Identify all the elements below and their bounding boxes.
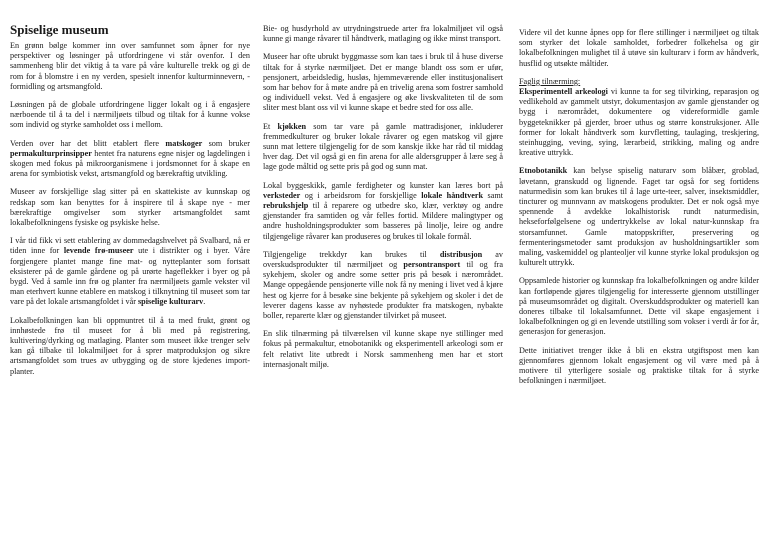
text-run: ute i distrikter og i byer. Våre forgjengere plantet mange fine mat- og nytteplanter som fortsatt eksisterer på de gamle gårdene og på urørte hageflekker i byer og på bygd. Ved å samle inn frø og planter fra nærmiljøets gamle vekster vil man eterhvert kunne etablere en matskog i tilknytning til museet som tar vare på det lokale artsmangfoldet i vår: [10, 246, 250, 307]
column-1: [10, 22, 250, 385]
bold-term: kjøkken: [277, 121, 307, 131]
paragraph: Oppsamlede historier og kunnskap fra lokalbefolkningen og andre kilder kan fortløpende gjøres tilgjengelig for interesserte gjennom utstillinger på museumsområdet og digitalt. Overskuddsprodukter og materiell kan doneres tilbake til lokalsamfunnet. Dette vil skape engasjement i lokalbefolkningen og gi en levende utstilling som vokser i verdi år for år, generasjon for generasjon.: [519, 276, 759, 337]
column-2: [263, 24, 503, 378]
text-run: vi kunne ta for seg tilvirking, reparasjon og vedlikehold av gammelt utstyr, dokumentasjon av gamle gjenstander og bygg i nærområdet, dokumentere og videreformidle gamle byggeteknikker på gjerder, broer uthus og større konstruksjoner. Alle former for lokalt håndtverk som kurvfletting, taulaging, treskjering, steinhugging, veving, sying, lærarbeid, strikking, maling og andre kreative uttrykk.: [519, 87, 759, 158]
bold-term: matskoger: [165, 138, 203, 148]
paragraph: Videre vil det kunne åpnes opp for flere stillinger i nærmiljøet og tiltak som styrker det lokale samholdet, forbedrer folkehelsa og gir lokalbefolkningen mulighet til å utøve sin kulturarv i form av håndverk, husflid og utsøkte måltider.: [519, 28, 759, 68]
paragraph: Museer har ofte ubrukt byggmasse som kan taes i bruk til å huse diverse tiltak for å styrke nærmiljøet. Det er mange blandt oss som er ufør, pensjonert, arbeidsledig, husløs, hjemmeværende eller institusjonalisert som har behov for å møte andre på en trivelig arena som fostrer samhold og individuell vekst. Ved å engasjere og øke livskvaliteten til de som sliter mest blant oss vil vi kunne skape et bedre sted for oss alle.: [263, 52, 503, 113]
text-run: Lokal byggeskikk, gamle ferdigheter og kunster kan læres bort på: [263, 180, 503, 190]
text-run: samt: [483, 190, 503, 200]
paragraph: En grønn bølge kommer inn over samfunnet som åpner for nye perspektiver og løsninger på utfordringene vi står ovenfor. I den sammenheng blir det viktig å ta vare på våre kulturelle trekk og gi de rom for å blomstre i en ny verden, spesielt innenfor kulturminnevern, -formidling og artsmangfold.: [10, 41, 250, 91]
paragraph: [263, 181, 503, 242]
text-run: av overskudsprodukter til nærmiljøet og: [263, 249, 503, 270]
bold-term: verksteder: [263, 190, 301, 200]
text-run: Et: [263, 121, 278, 131]
document-title: Spiselige museum: [10, 22, 109, 37]
bold-term: levende frø-museer: [63, 246, 134, 256]
bold-term: rebrukshjelp: [263, 201, 309, 211]
bold-term: spiselige kulturarv: [138, 297, 204, 307]
text-run: I vår tid fikk vi sett etablering av dommedagshvelvet på Svalbard, nå er tiden inne for: [10, 236, 250, 256]
paragraph: En slik tilnærming på tilværelsen vil kunne skape nye stillinger med fokus på permakultur, etnobotanikk og eksperimentell arkeologi som er felt relativt lite utbredt i Norsk sammenheng men har et stort internasjonalt miljø.: [263, 329, 503, 369]
paragraph: Lokalbefolkningen kan bli oppmuntret til å ta med frukt, grønt og innhøstede frø til museet for å bli med på registrering, kultivering/dyrking og matlaging. Planter som museet ikke trenger selv kan gå tilbake til lokalmiljøet for å sprer matproduksjon og sikre artsmangfoldet som trues av utbygging og de store kjedenes import-planter.: [10, 315, 250, 376]
paragraph: [10, 139, 250, 180]
bold-term: Etnobotanikk: [519, 166, 568, 176]
text-run: Verden over har det blitt etablert flere: [10, 138, 166, 148]
text-run: Tilgjengelige trekkdyr kan brukes til: [263, 249, 440, 259]
bold-term: permakulturprinsipper: [10, 148, 92, 158]
paragraph: [519, 87, 759, 158]
text-run: som tar vare på gamle mattradisjoner, inkluderer fremmedkulturer og bruker lokale råvarer og egen matskog vil gjøre sunn mat lettere tilgjengelig for de som kanskje ikke har råd til middag hver dag. Det vil også gi en fin arena for alle aldersgrupper å lære seg å lage gode måltid og sette pris på god og sunn mat.: [263, 121, 503, 172]
text-run: .: [203, 297, 206, 307]
bold-term: distribusjon: [439, 249, 483, 259]
paragraph: [519, 77, 759, 87]
paragraph: [10, 236, 250, 307]
paragraph: Museer av forskjellige slag sitter på en skattekiste av kunnskap og redskap som kan benyttes for å inspirere til å skape nye - mer bærekraftige omgivelser som styrker artsmangfoldet samt lokalbefolkningens fysiske og psykiske helse.: [10, 187, 250, 228]
text-run: og i arbeidsrom for forskjellige: [300, 190, 422, 200]
bold-term: lokale håndtverk: [421, 190, 484, 200]
bold-term: Eksperimentell arkeologi: [519, 87, 608, 97]
paragraph: Bie- og husdyrhold av utrydningstruede arter fra lokalmiljøet vil også kunne gi mange råvarer til håndtverk, matlaging og ikke minst transport.: [263, 24, 503, 44]
section-label: Faglig tilnærming:: [519, 76, 581, 86]
paragraph: [519, 166, 759, 268]
column-3: [519, 28, 759, 395]
paragraph: [263, 122, 503, 173]
text-run: kan belyse spiselig naturarv som blåbær, groblad, løvetann, granskudd og lignende. Faget tar også for seg fortidens naturmedisin som kan brukes til å lage urte-teer, salver, insektsmiddler, tincturer og munnvann av matskogens produkter. Det er nok også mye spennende å avdekke lokalhistorisk rundt naturmedisin, hekseforfølgelsene og undertrykkelse av lokal natur-kunnskap fra storsamfunnet. Gamle matoppskrifter, preservering og fermenteringsmetoder samt produksjon av husholdningsartikler som maling, vaskemiddel og planteoljer vil kunne styrke lokal produksjon og kulturelt uttrykk.: [519, 166, 759, 268]
paragraph: Løsningen på de globale utfordringene ligger lokalt og i å engasjere nærboende til å ta del i nærmiljøets tilbud og tiltak for å kunne vokse som individ og styrke samholdet oss i mellom.: [10, 100, 250, 130]
paragraph: Dette initiativet trenger ikke å bli en ekstra utgiftspost men kan gjennomføres gjennom lokalt engasjement og vil være med på å motivere til ytterligere sosiale og praktiske tiltak for å styrke befolkningen i nærmiljøet.: [519, 345, 759, 386]
text-run: til og fra sykehjem, skoler og andre some setter pris på besøk i nærområdet. Mange oppegående pensjonerte ville nok få ny mening i livet ved å kjøre hest og kjerre for å besøke sine bekjente på sykehjem og skoler i det de leverer dagens kasse av nyhøstede produkter fra matskogen, nybakte boller, reparerte klær og gjenstander tilvirket på museet.: [263, 260, 503, 321]
bold-term: persontransport: [403, 260, 461, 270]
text-run: til å reparere og utbedre sko, klær, verktøy og andre gjenstander fra samtiden og vår felles fortid. Mildere malingtyper og andre husholdningsprodukter som basseres på linolje, leire og andre tilgjengelige råvarer kan produseres og brukes til lokale formål.: [263, 201, 503, 241]
text-run: som bruker: [202, 138, 250, 148]
paragraph: [263, 250, 503, 321]
text-run: hentet fra naturens egne nisjer og lagdelingen i skogen med fokus på mikroorganismene i jordsmonnet for å skape en arena for symbiotisk vekst, artsmangfold og bærekraftig utvikling.: [10, 148, 250, 179]
